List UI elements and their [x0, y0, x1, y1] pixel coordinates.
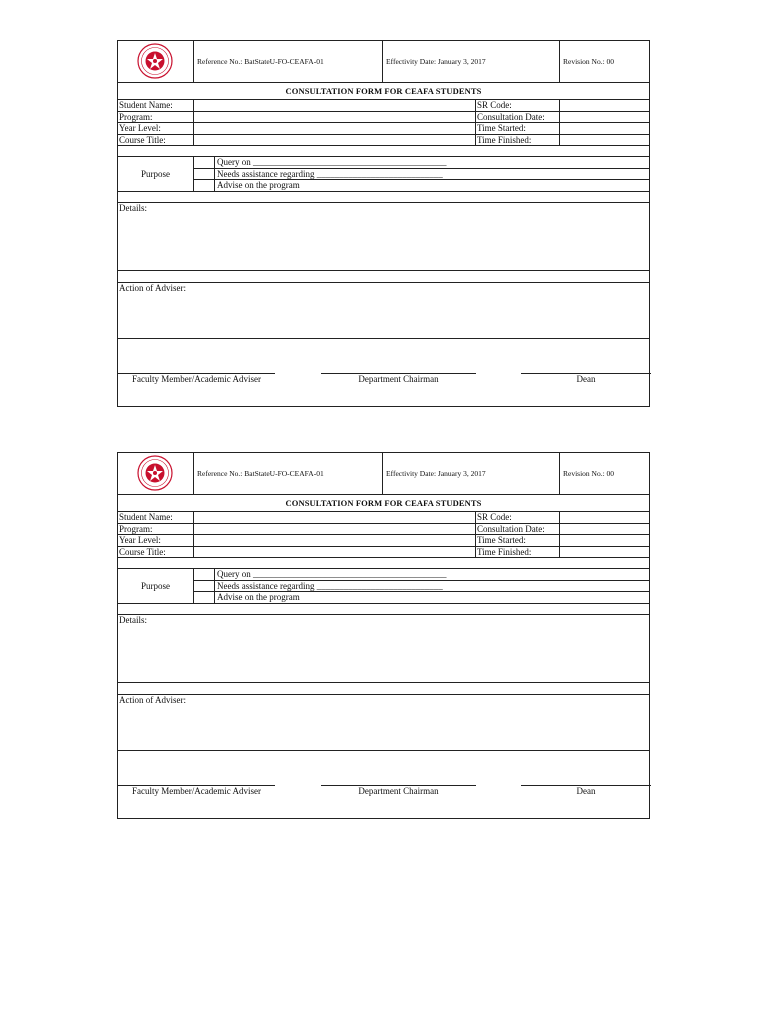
purpose-option-label: Advise on the program — [217, 180, 300, 190]
purpose-option-label: Needs assistance regarding ____________________________ — [217, 168, 443, 179]
details-section[interactable] — [118, 203, 649, 271]
course-title-field[interactable] — [193, 547, 475, 558]
consultation-form-2 — [117, 452, 650, 819]
time-finished-label: Time Finished: — [475, 547, 559, 558]
reference-no: Reference No.: BatStateU-FO-CEAFA-01 — [193, 453, 382, 494]
spacer-row — [118, 558, 649, 569]
signature-chairman: Department Chairman — [358, 374, 439, 384]
info-row-program — [118, 112, 649, 124]
purpose-checkbox-assistance[interactable] — [193, 581, 215, 592]
purpose-option-advise — [193, 180, 649, 192]
sr-code-field[interactable] — [559, 100, 649, 111]
purpose-option-label: Needs assistance regarding ____________________________ — [217, 580, 443, 591]
form-title: CONSULTATION FORM FOR CEAFA STUDENTS — [285, 86, 482, 96]
spacer-row — [118, 683, 649, 695]
info-row-student — [118, 512, 649, 524]
program-label: Program: — [119, 111, 153, 122]
purpose-label: Purpose — [141, 581, 170, 591]
form-header — [118, 41, 649, 83]
student-name-label: Student Name: — [119, 512, 173, 522]
purpose-option-label: Query on ___________________________________________ — [217, 157, 447, 167]
university-seal-cell — [118, 453, 193, 494]
university-seal-icon — [118, 41, 193, 82]
spacer-row — [118, 192, 649, 203]
purpose-option-assistance — [193, 169, 649, 181]
time-finished-label: Time Finished: — [475, 135, 559, 146]
action-label: Action of Adviser: — [119, 695, 186, 705]
action-section[interactable] — [118, 283, 649, 339]
program-field[interactable] — [193, 524, 475, 535]
time-finished-field[interactable] — [559, 135, 649, 146]
purpose-block — [118, 569, 649, 604]
details-label: Details: — [119, 615, 147, 625]
consultation-date-label: Consultation Date: — [475, 524, 559, 535]
form-title-row — [118, 495, 649, 512]
student-name-label: Student Name: — [119, 100, 173, 110]
details-label: Details: — [119, 203, 147, 213]
course-title-label: Course Title: — [119, 546, 166, 557]
course-title-label: Course Title: — [119, 134, 166, 145]
program-field[interactable] — [193, 112, 475, 123]
form-header — [118, 453, 649, 495]
purpose-option-query — [193, 569, 649, 581]
info-row-year — [118, 535, 649, 547]
info-row-program — [118, 524, 649, 536]
form-title-row — [118, 83, 649, 100]
signature-chairman: Department Chairman — [358, 786, 439, 796]
signature-row — [118, 751, 649, 818]
reference-no: Reference No.: BatStateU-FO-CEAFA-01 — [193, 41, 382, 82]
signature-row — [118, 339, 649, 406]
revision-no: Revision No.: 00 — [559, 453, 649, 494]
purpose-option-label: Advise on the program — [217, 592, 300, 602]
form-title: CONSULTATION FORM FOR CEAFA STUDENTS — [285, 498, 482, 508]
program-label: Program: — [119, 523, 153, 534]
purpose-option-assistance — [193, 581, 649, 593]
time-started-field[interactable] — [559, 535, 649, 546]
time-started-field[interactable] — [559, 123, 649, 134]
purpose-checkbox-query[interactable] — [193, 157, 215, 168]
purpose-option-advise — [193, 592, 649, 604]
info-row-course — [118, 135, 649, 147]
student-name-field[interactable] — [193, 100, 475, 111]
sr-code-field[interactable] — [559, 512, 649, 523]
info-row-course — [118, 547, 649, 559]
spacer-row — [118, 146, 649, 157]
action-label: Action of Adviser: — [119, 283, 186, 293]
signature-dean: Dean — [576, 374, 596, 384]
purpose-checkbox-advise[interactable] — [193, 592, 215, 604]
student-name-field[interactable] — [193, 512, 475, 523]
info-row-year — [118, 123, 649, 135]
info-row-student — [118, 100, 649, 112]
consultation-date-label: Consultation Date: — [475, 112, 559, 123]
signature-adviser: Faculty Member/Academic Adviser — [132, 374, 261, 384]
time-finished-field[interactable] — [559, 547, 649, 558]
purpose-checkbox-advise[interactable] — [193, 180, 215, 192]
consultation-date-field[interactable] — [559, 524, 649, 535]
year-level-field[interactable] — [193, 123, 475, 134]
revision-no: Revision No.: 00 — [559, 41, 649, 82]
time-started-label: Time Started: — [475, 123, 559, 134]
time-started-label: Time Started: — [475, 535, 559, 546]
action-section[interactable] — [118, 695, 649, 751]
university-seal-cell — [118, 41, 193, 82]
effectivity-date: Effectivity Date: January 3, 2017 — [382, 41, 559, 82]
purpose-option-query — [193, 157, 649, 169]
purpose-checkbox-query[interactable] — [193, 569, 215, 580]
purpose-option-label: Query on ___________________________________________ — [217, 569, 447, 579]
signature-dean: Dean — [576, 786, 596, 796]
course-title-field[interactable] — [193, 135, 475, 146]
effectivity-date: Effectivity Date: January 3, 2017 — [382, 453, 559, 494]
spacer-row — [118, 271, 649, 283]
year-level-label: Year Level: — [119, 535, 161, 545]
consultation-date-field[interactable] — [559, 112, 649, 123]
university-seal-icon — [118, 453, 193, 494]
purpose-checkbox-assistance[interactable] — [193, 169, 215, 180]
purpose-block — [118, 157, 649, 192]
signature-adviser: Faculty Member/Academic Adviser — [132, 786, 261, 796]
purpose-label: Purpose — [141, 169, 170, 179]
year-level-field[interactable] — [193, 535, 475, 546]
sr-code-label: SR Code: — [475, 100, 559, 111]
year-level-label: Year Level: — [119, 123, 161, 133]
details-section[interactable] — [118, 615, 649, 683]
consultation-form-1 — [117, 40, 650, 407]
sr-code-label: SR Code: — [475, 512, 559, 523]
spacer-row — [118, 604, 649, 615]
